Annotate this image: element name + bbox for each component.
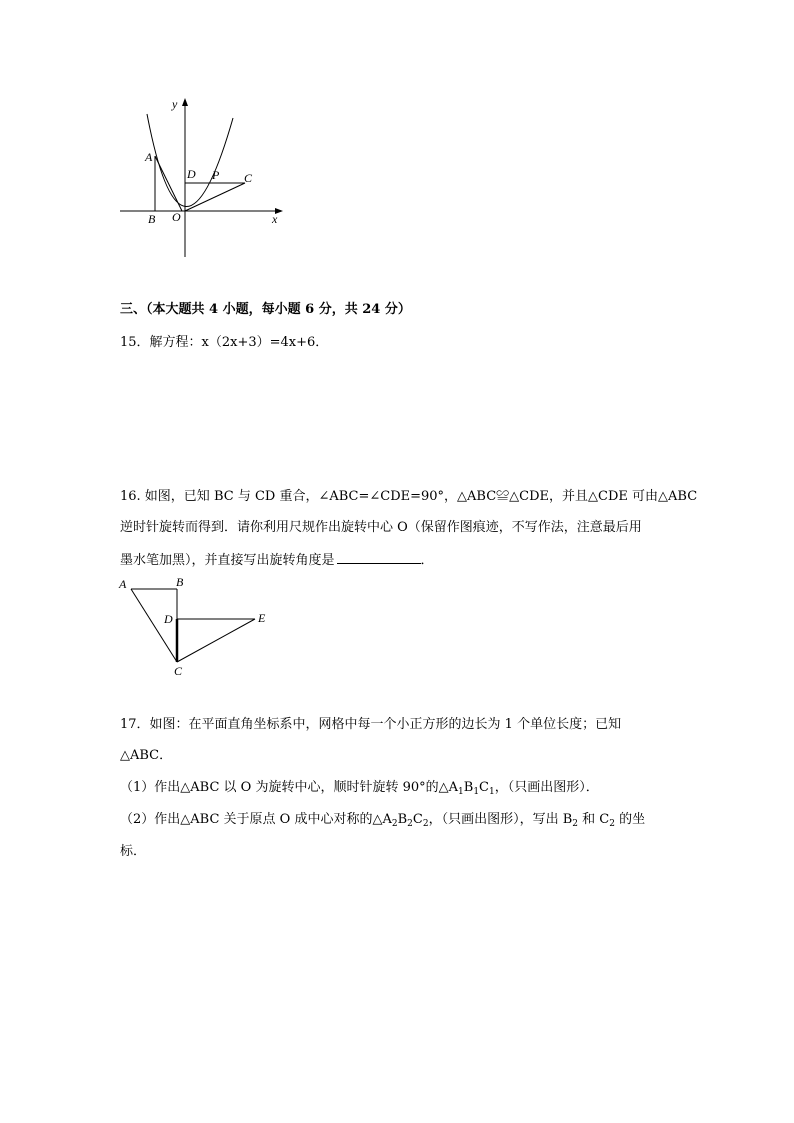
part-2-sub-c2-coord: 2 [609, 819, 615, 829]
question-17-line-2: △ABC． [120, 748, 173, 763]
part-2-sub-b2: 2 [407, 819, 413, 829]
question-16-line-3-text: 墨水笔加黑），并直接写出旋转角度是 [120, 553, 335, 568]
label-C: C [244, 171, 253, 185]
label-B: B [176, 575, 184, 589]
question-16-line-2: 逆时针旋转而得到．请你利用尺规作出旋转中心 O（保留作图痕迹，不写作法，注意最后用 [120, 520, 642, 535]
question-17-part-2 [120, 811, 645, 829]
parabola-diagram [115, 92, 295, 262]
part-2-sub-c2: 2 [422, 819, 429, 829]
question-17-line-1: 17．如图：在平面直角坐标系中，网格中每一个小正方形的边长为 1 个单位长度；已知 [120, 717, 622, 732]
part-2-text-c: C [412, 812, 423, 827]
label-y: y [172, 97, 178, 111]
part-1-sub-c1: 1 [489, 787, 495, 797]
label-x: x [272, 212, 278, 226]
question-16-line-1: 16. 如图，已知 BC 与 CD 重合，∠ABC=∠CDE=90°，△ABC≌△CDE，并且△CDE 可由△ABC [120, 489, 698, 504]
label-E: E [258, 611, 266, 625]
segment-OC [185, 183, 245, 211]
part-2-text-a: （2）作出△ABC 关于原点 O 成中心对称的△A [120, 812, 392, 827]
part-1-text-a: （1）作出△ABC 以 O 为旋转中心，顺时针旋转 90°的△A [120, 780, 459, 795]
section-heading: 三、（本大题共 4 小题，每小题 6 分，共 24 分） [120, 302, 411, 317]
question-17-last-line: 标． [120, 844, 147, 859]
part-2-text-d: ，（只画出图形），写出 B [428, 812, 573, 827]
part-1-sub-a1: 1 [458, 787, 464, 797]
part-2-text-e: 和 C [577, 812, 610, 827]
part-1-text-d: ，（只画出图形）． [494, 780, 599, 795]
part-2-text-b: B [397, 812, 408, 827]
part-1-text-b: B [463, 780, 474, 795]
label-B: B [148, 212, 156, 226]
part-1-sub-b1: 1 [473, 787, 480, 797]
part-1-text-c: C [479, 780, 489, 795]
question-16-line-3-end: ． [420, 553, 434, 568]
parabola-figure [115, 92, 295, 262]
label-C: C [174, 664, 183, 678]
part-2-text-f: 的坐 [614, 812, 646, 827]
question-17-part-1 [120, 779, 599, 797]
triangle-diagram [115, 574, 275, 679]
part-2-sub-a2: 2 [391, 819, 398, 829]
label-A: A [145, 150, 153, 164]
label-D: D [187, 167, 196, 181]
label-A: A [119, 577, 127, 591]
parabola-curve [147, 114, 233, 207]
label-P: P [212, 168, 220, 182]
y-axis-arrow [182, 98, 188, 106]
segment-CE [177, 619, 255, 662]
label-D: D [164, 612, 173, 626]
part-2-sub-b2-coord: 2 [572, 819, 578, 829]
segment-AO [155, 156, 182, 211]
question-16-line-3 [120, 551, 434, 570]
question-15: 15．解方程：x（2x+3）=4x+6． [120, 335, 329, 350]
answer-blank [337, 551, 421, 564]
triangle-figure [115, 574, 275, 679]
label-O: O [172, 210, 181, 224]
